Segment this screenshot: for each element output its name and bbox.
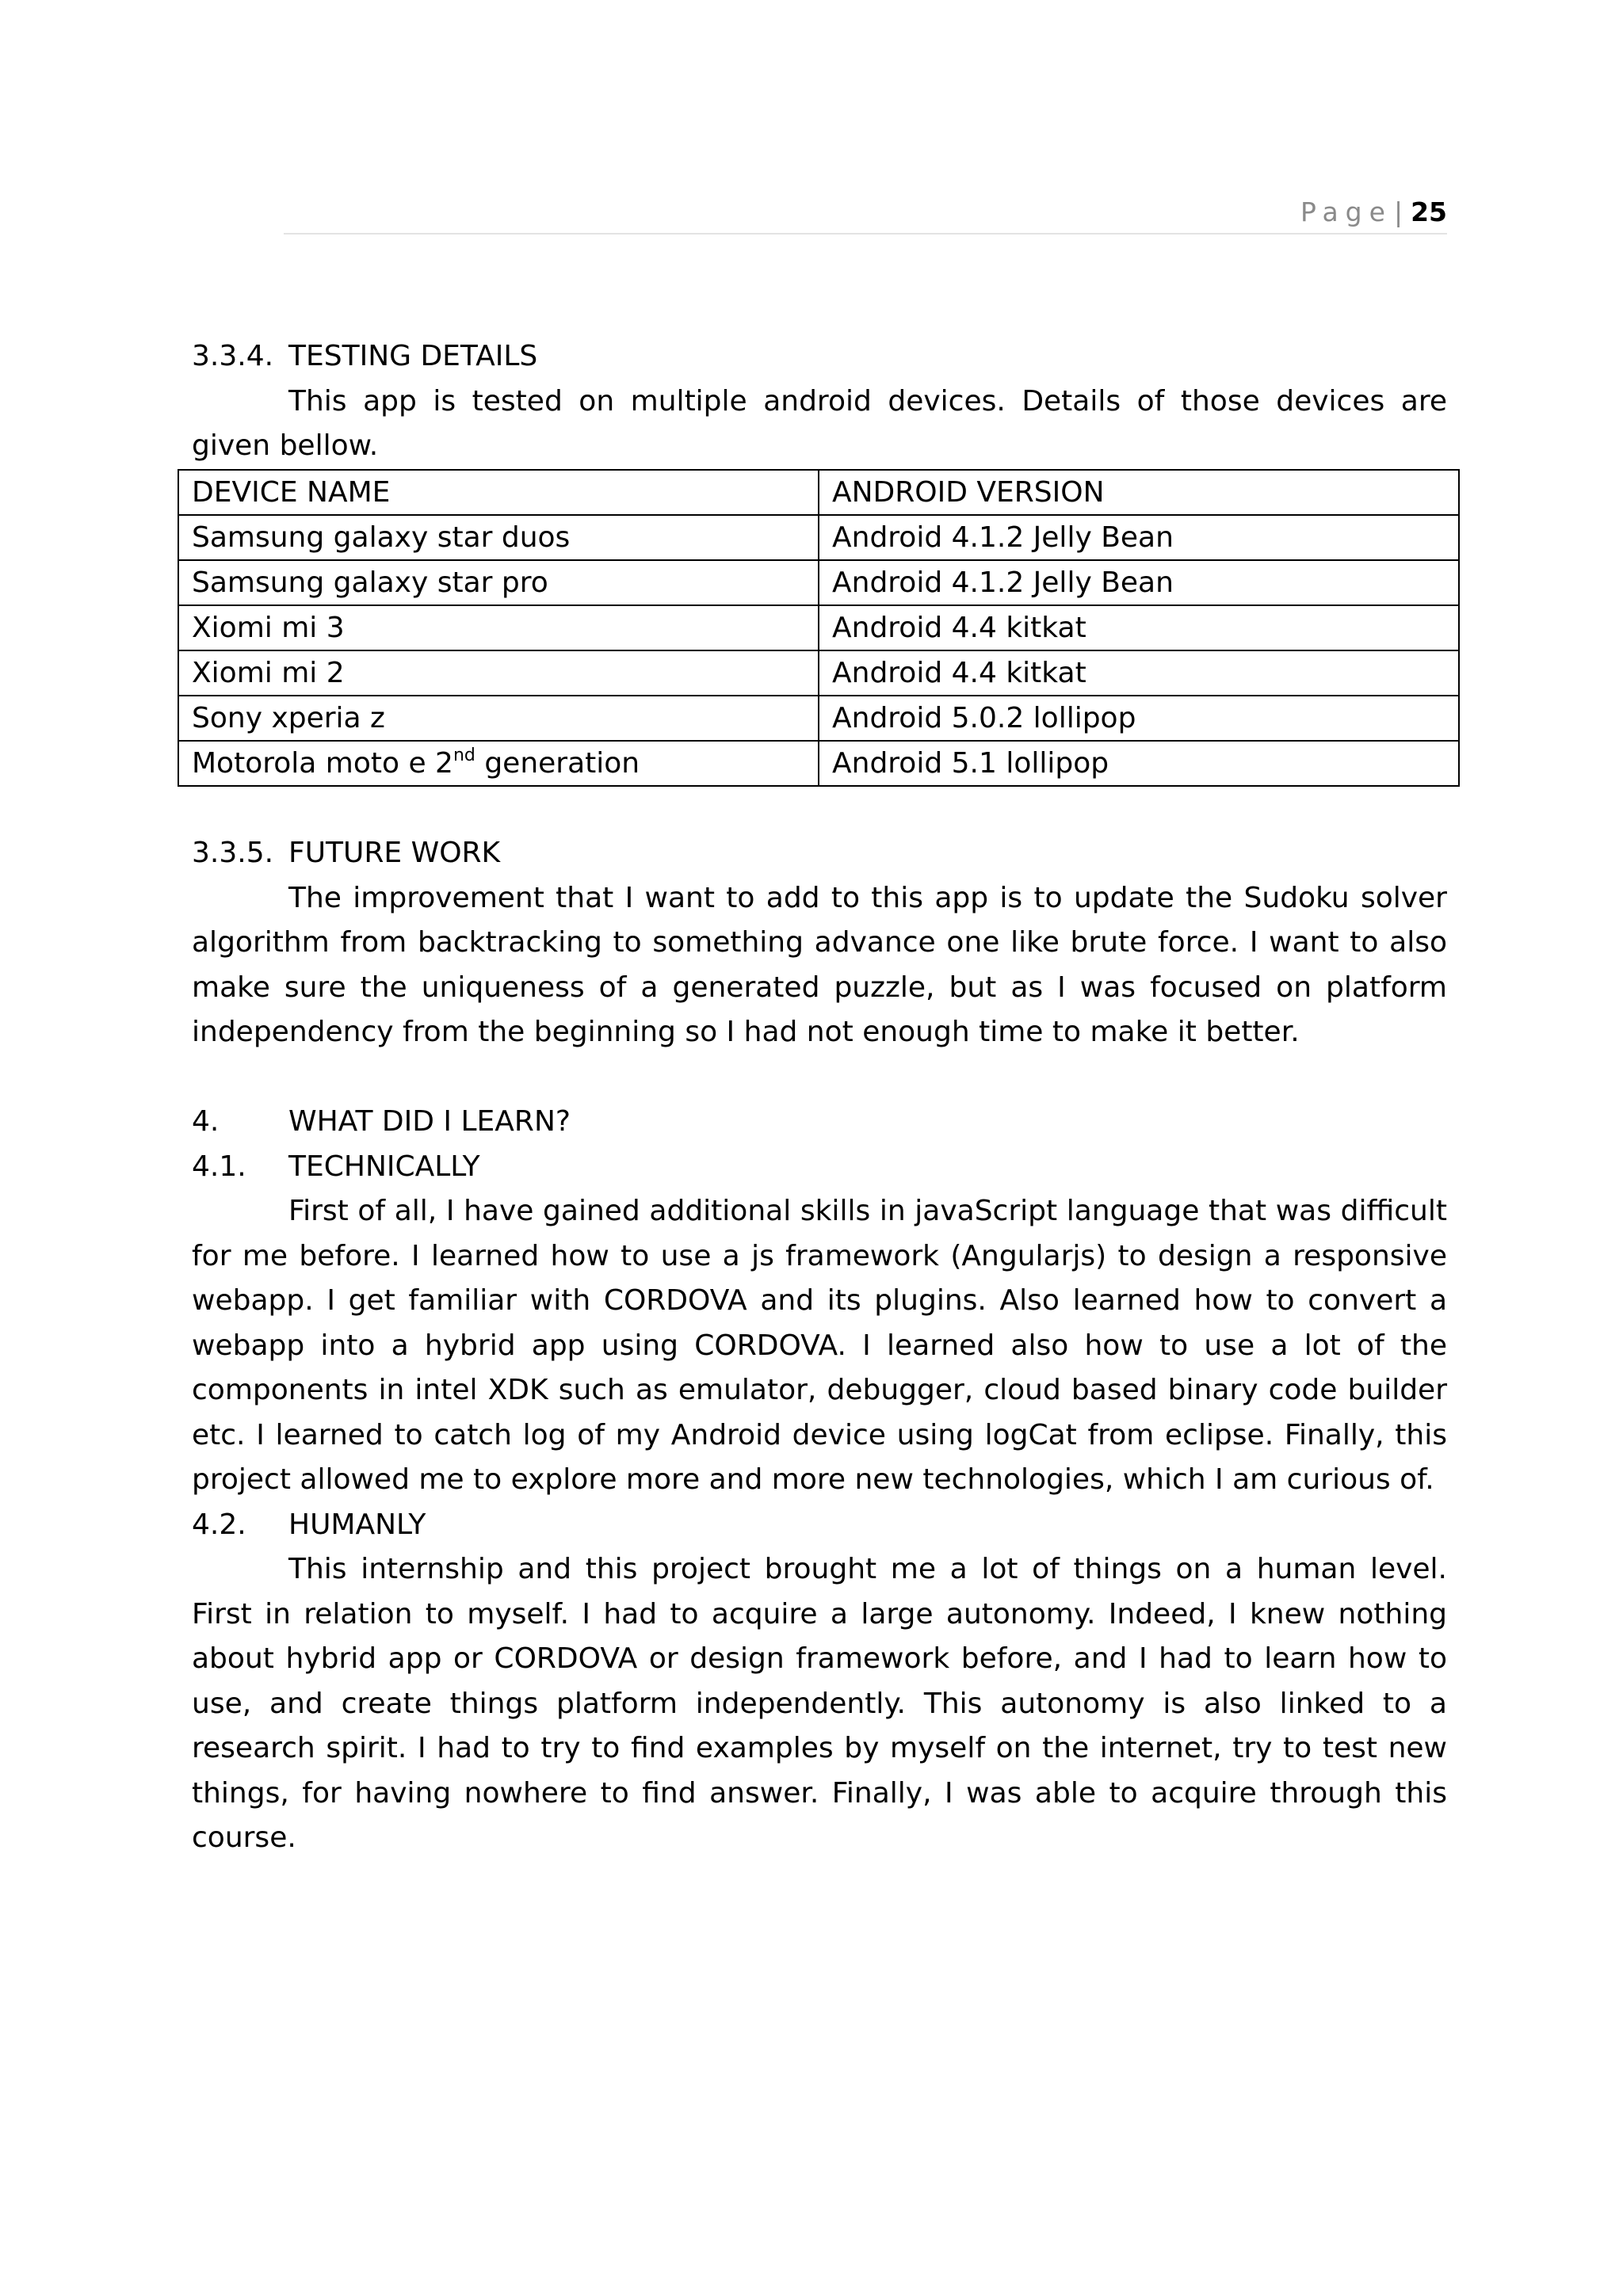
testing-intro-paragraph [192, 379, 1447, 469]
device-name-cell [178, 741, 819, 786]
page-word: Page [1300, 196, 1392, 227]
page-separator: | [1393, 196, 1403, 227]
section-number: 3.3.5. [192, 837, 274, 869]
future-work-text: The improvement that I want to add to this app is to update the Sudoku solver algorithm from backtracking to something advance one like brute force. I want to also make sure the uniqueness of a generated puzzle, but as I was focused on platform independency from the beginning so I had not enough time to make it better. [192, 881, 1447, 1048]
device-name-suffix: generation [475, 746, 640, 780]
device-name-cell: Samsung galaxy star duos [178, 515, 819, 560]
android-version-cell: Android 5.0.2 lollipop [819, 696, 1459, 741]
section-number: 3.3.4. [192, 340, 274, 372]
table-row [178, 650, 1459, 696]
page-header [284, 189, 1447, 235]
future-work-paragraph [192, 876, 1447, 1055]
table-row [178, 696, 1459, 741]
android-version-cell: Android 4.4 kitkat [819, 650, 1459, 696]
android-version-cell: Android 4.4 kitkat [819, 605, 1459, 650]
section-number: 4. [192, 1105, 220, 1138]
technically-paragraph [192, 1189, 1447, 1503]
table-row [178, 515, 1459, 560]
table-row [178, 560, 1459, 605]
humanly-text: This internship and this project brought me a lot of things on a human level. First in relation to myself. I had to acquire a large autonomy. Indeed, I knew nothing about hybrid app or CORDOVA or design framework before, and I had to learn how to use, and create things platform independently. This autonomy is also linked to a research spirit. I had to try to find examples by myself on the internet, try to test new things, for having nowhere to find answer. Finally, I was able to acquire through this course. [192, 1553, 1447, 1854]
android-version-cell: Android 4.1.2 Jelly Bean [819, 560, 1459, 605]
section-heading-3-3-4 [192, 334, 1447, 379]
device-name-cell: Sony xperia z [178, 696, 819, 741]
table-header-cell: DEVICE NAME [178, 470, 819, 515]
table-row [178, 741, 1459, 786]
device-table [178, 469, 1460, 787]
section-title: WHAT DID I LEARN? [288, 1105, 571, 1138]
table-row [178, 605, 1459, 650]
section-number: 4.2. [192, 1508, 246, 1541]
humanly-paragraph [192, 1547, 1447, 1861]
section-heading-4-2 [192, 1503, 1447, 1548]
device-name-prefix: Motorola moto e 2 [192, 746, 453, 780]
section-title: HUMANLY [288, 1508, 426, 1541]
ordinal-superscript: nd [453, 745, 475, 765]
android-version-cell: Android 4.1.2 Jelly Bean [819, 515, 1459, 560]
page-content [192, 334, 1447, 1861]
page-number-label [1300, 196, 1447, 227]
device-name-cell: Samsung galaxy star pro [178, 560, 819, 605]
section-title: TECHNICALLY [288, 1150, 480, 1183]
page-number: 25 [1411, 196, 1447, 227]
testing-intro-text: This app is tested on multiple android devices. Details of those devices are given bellow. [192, 384, 1447, 462]
android-version-cell: Android 5.1 lollipop [819, 741, 1459, 786]
table-header-cell: ANDROID VERSION [819, 470, 1459, 515]
section-heading-4 [192, 1100, 1447, 1145]
section-heading-4-1 [192, 1145, 1447, 1190]
section-title: TESTING DETAILS [288, 340, 538, 372]
section-title: FUTURE WORK [288, 837, 501, 869]
section-number: 4.1. [192, 1150, 246, 1183]
device-name-cell: Xiomi mi 3 [178, 605, 819, 650]
technically-text: First of all, I have gained additional skills in javaScript language that was difficult for me before. I learned how to use a js framework (Angularjs) to design a responsive webapp. I get familiar with CORDOVA and its plugins. Also learned how to convert a webapp into a hybrid app using CORDOVA. I learned also how to use a lot of the components in intel XDK such as emulator, debugger, cloud based binary code builder etc. I learned to catch log of my Android device using logCat from eclipse. Finally, this project allowed me to explore more and more new technologies, which I am curious of. [192, 1195, 1447, 1496]
section-heading-3-3-5 [192, 831, 1447, 876]
table-header-row [178, 470, 1459, 515]
device-name-cell: Xiomi mi 2 [178, 650, 819, 696]
